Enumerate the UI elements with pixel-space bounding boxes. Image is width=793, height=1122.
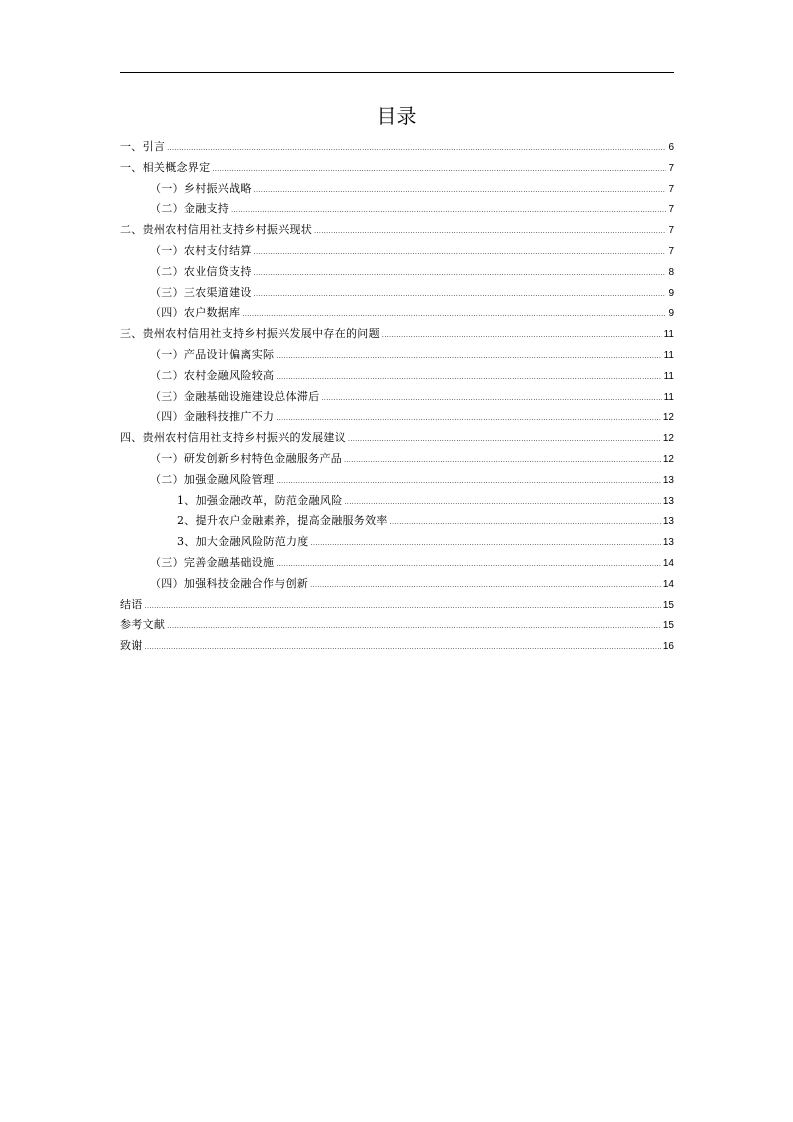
toc-dot-leader [212, 163, 666, 177]
toc-dot-leader [390, 516, 661, 530]
toc-entry-label: 二、贵州农村信用社支持乡村振兴现状 [120, 223, 313, 237]
toc-entry[interactable] [120, 639, 674, 660]
toc-entry-page: 11 [663, 349, 674, 361]
toc-entry[interactable] [120, 390, 674, 411]
toc-entry-label: （三）金融基础设施建设总体滞后 [150, 389, 320, 403]
toc-entry[interactable] [120, 348, 674, 369]
toc-entry[interactable] [120, 244, 674, 265]
toc-dot-leader [254, 288, 667, 302]
toc-dot-leader [382, 329, 662, 343]
toc-dot-leader [322, 392, 662, 406]
toc-entry-page: 12 [662, 453, 674, 465]
toc-dot-leader [231, 204, 666, 218]
toc-dot-leader [314, 225, 666, 239]
toc-entry-label: （一）产品设计偏离实际 [150, 347, 275, 361]
toc-entry-label: 结语 [120, 597, 143, 611]
toc-entry-label: 一、相关概念界定 [120, 160, 211, 174]
toc-entry-page: 13 [662, 537, 674, 549]
toc-entry-page: 8 [668, 266, 674, 278]
toc-entry-label: （二）农村金融风险较高 [150, 368, 275, 382]
toc-entry-page: 7 [668, 225, 674, 237]
toc-dot-leader [310, 579, 661, 593]
toc-entry-page: 7 [668, 183, 674, 195]
toc-entry-label: （四）金融科技推广不力 [150, 410, 275, 424]
toc-dot-leader [276, 412, 661, 426]
toc-entry-label: （四）农户数据库 [150, 306, 241, 320]
toc-entry-label: （一）乡村振兴战略 [150, 181, 252, 195]
toc-entry[interactable] [120, 265, 674, 286]
toc-entry[interactable] [120, 286, 674, 307]
toc-entry-page: 13 [662, 474, 674, 486]
toc-dot-leader [167, 142, 666, 156]
toc-dot-leader [345, 496, 661, 510]
toc-dot-leader [276, 371, 661, 385]
toc-dot-leader [311, 537, 661, 551]
toc-entry-label: 2、提升农户金融素养，提高金融服务效率 [177, 514, 388, 528]
toc-dot-leader [344, 454, 661, 468]
toc-entry-page: 11 [663, 329, 674, 341]
toc-entry[interactable] [120, 535, 674, 556]
toc-entry[interactable] [120, 514, 674, 535]
toc-entry[interactable] [120, 577, 674, 598]
toc-list [120, 140, 674, 660]
toc-dot-leader [254, 246, 667, 260]
toc-entry[interactable] [120, 431, 674, 452]
toc-entry-label: 致谢 [120, 639, 143, 653]
toc-entry-label: （三）三农渠道建设 [150, 285, 252, 299]
toc-entry-label: （一）研发创新乡村特色金融服务产品 [150, 451, 343, 465]
toc-entry-label: 3、加大金融风险防范力度 [177, 535, 309, 549]
toc-entry[interactable] [120, 452, 674, 473]
toc-entry-label: （二）金融支持 [150, 202, 230, 216]
toc-entry[interactable] [120, 182, 674, 203]
toc-entry-page: 13 [662, 516, 674, 528]
toc-entry-label: 一、引言 [120, 140, 166, 153]
toc-dot-leader [276, 475, 661, 489]
toc-entry[interactable] [120, 327, 674, 348]
toc-entry[interactable] [120, 223, 674, 244]
toc-entry-label: （二）农业信贷支持 [150, 264, 252, 278]
toc-dot-leader [167, 620, 661, 634]
toc-entry[interactable] [120, 306, 674, 327]
toc-dot-leader [254, 184, 667, 198]
toc-entry[interactable] [120, 556, 674, 577]
toc-entry[interactable] [120, 369, 674, 390]
toc-entry-page: 11 [663, 370, 674, 382]
toc-entry-page: 7 [668, 204, 674, 216]
toc-entry-page: 9 [668, 287, 674, 299]
header-rule [120, 72, 674, 73]
toc-entry-label: （四）加强科技金融合作与创新 [150, 576, 309, 590]
toc-entry-label: （二）加强金融风险管理 [150, 472, 275, 486]
toc-dot-leader [276, 558, 661, 572]
toc-entry-label: 1、加强金融改革，防范金融风险 [177, 493, 343, 507]
toc-entry-page: 15 [662, 620, 674, 632]
toc-dot-leader [254, 267, 667, 281]
toc-entry-label: （三）完善金融基础设施 [150, 555, 275, 569]
toc-dot-leader [145, 641, 661, 655]
toc-entry-page: 12 [662, 412, 674, 424]
toc-entry-page: 14 [662, 578, 674, 590]
toc-dot-leader [348, 433, 661, 447]
toc-entry[interactable] [120, 410, 674, 431]
toc-entry-page: 9 [668, 308, 674, 320]
toc-entry-page: 12 [662, 433, 674, 445]
toc-entry-page: 7 [668, 162, 674, 174]
toc-entry-label: 三、贵州农村信用社支持乡村振兴发展中存在的问题 [120, 327, 380, 341]
toc-entry-label: （一）农村支付结算 [150, 243, 252, 257]
toc-entry-page: 16 [662, 641, 674, 653]
toc-entry-page: 7 [668, 245, 674, 257]
toc-entry[interactable] [120, 598, 674, 619]
toc-entry[interactable] [120, 140, 674, 161]
toc-dot-leader [276, 350, 661, 364]
toc-title: 目录 [376, 104, 417, 128]
toc-entry-page: 6 [668, 142, 674, 153]
toc-entry[interactable] [120, 161, 674, 182]
toc-entry[interactable] [120, 494, 674, 515]
toc-entry-page: 13 [662, 495, 674, 507]
toc-entry-page: 15 [662, 599, 674, 611]
toc-entry-label: 四、贵州农村信用社支持乡村振兴的发展建议 [120, 431, 346, 445]
toc-entry-label: 参考文献 [120, 618, 166, 632]
toc-entry[interactable] [120, 618, 674, 639]
toc-dot-leader [242, 308, 666, 322]
toc-entry-page: 14 [662, 557, 674, 569]
toc-entry[interactable] [120, 202, 674, 223]
toc-dot-leader [145, 600, 661, 614]
toc-entry[interactable] [120, 473, 674, 494]
toc-entry-page: 11 [663, 391, 674, 403]
